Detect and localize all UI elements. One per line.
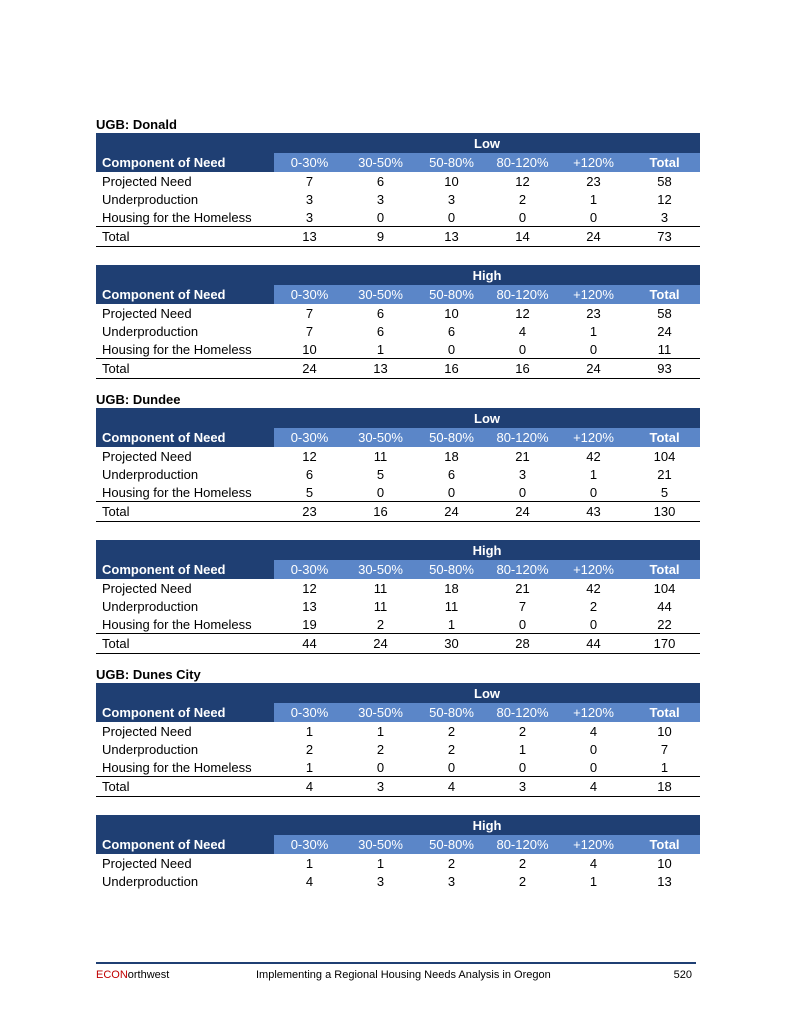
ugb-title: UGB: Donald — [96, 117, 177, 132]
cell-value: 4 — [558, 777, 629, 797]
cell-value: 1 — [589, 466, 598, 482]
table-row — [96, 304, 700, 322]
cell-value: 4 — [589, 723, 598, 739]
cell-value: 1 — [345, 340, 416, 359]
cell-value: 1 — [416, 615, 487, 634]
column-header: 0-30% — [274, 560, 345, 579]
cell-value: 6 — [376, 173, 385, 189]
cell-value: 10 — [657, 855, 672, 871]
cell-value: 1 — [589, 191, 598, 207]
cell-value: 3 — [376, 873, 385, 889]
row-label: Housing for the Homeless — [96, 340, 274, 359]
cell-value: 9 — [345, 227, 416, 247]
cell-value: 104 — [653, 448, 676, 464]
table-row — [96, 758, 700, 777]
cell-value: 4 — [305, 873, 314, 889]
column-header: 0-30% — [274, 703, 345, 722]
page-footer — [96, 962, 696, 982]
cell-value: 0 — [487, 483, 558, 502]
cell-value: 10 — [444, 305, 459, 321]
row-label: Total — [96, 227, 274, 247]
column-header: 30-50% — [345, 560, 416, 579]
cell-value: 58 — [657, 305, 672, 321]
cell-value: 14 — [487, 227, 558, 247]
cell-value: 13 — [302, 598, 317, 614]
column-header: 80-120% — [487, 835, 558, 854]
cell-value: 28 — [487, 634, 558, 654]
cell-value: 21 — [515, 448, 530, 464]
cell-value: 18 — [444, 448, 459, 464]
cell-value: 24 — [657, 323, 672, 339]
cell-value: 11 — [629, 340, 700, 359]
cell-value: 5 — [274, 483, 345, 502]
cell-value: 11 — [373, 448, 388, 464]
cell-value: 2 — [518, 855, 527, 871]
cell-value: 24 — [274, 359, 345, 379]
row-label: Total — [96, 777, 274, 797]
column-header: 30-50% — [345, 835, 416, 854]
cell-value: 22 — [629, 615, 700, 634]
cell-value: 0 — [558, 340, 629, 359]
column-header: Total — [629, 703, 700, 722]
cell-value: 13 — [274, 227, 345, 247]
need-table-low — [96, 408, 700, 522]
cell-value: 2 — [589, 598, 598, 614]
cell-value: 19 — [274, 615, 345, 634]
row-label: Underproduction — [102, 741, 199, 757]
cell-value: 43 — [558, 502, 629, 522]
cell-value: 1 — [274, 758, 345, 777]
table-row — [96, 579, 700, 597]
cell-value: 16 — [416, 359, 487, 379]
column-header: Total — [629, 560, 700, 579]
cell-value: 44 — [558, 634, 629, 654]
column-header: Total — [629, 153, 700, 172]
cell-value: 7 — [518, 598, 527, 614]
cell-value: 5 — [376, 466, 385, 482]
cell-value: 1 — [589, 873, 598, 889]
row-label: Projected Need — [102, 448, 192, 464]
cell-value: 18 — [444, 580, 459, 596]
cell-value: 21 — [515, 580, 530, 596]
cell-value: 13 — [345, 359, 416, 379]
cell-value: 0 — [345, 758, 416, 777]
scenario-label: High — [274, 540, 700, 560]
cell-value: 2 — [518, 191, 527, 207]
cell-value: 3 — [305, 191, 314, 207]
table-row — [96, 615, 700, 634]
page-number: 520 — [673, 969, 692, 981]
cell-value: 7 — [305, 173, 314, 189]
cell-value: 1 — [376, 855, 385, 871]
row-label: Underproduction — [102, 598, 199, 614]
cell-value: 24 — [416, 502, 487, 522]
column-header: 0-30% — [274, 153, 345, 172]
cell-value: 16 — [345, 502, 416, 522]
column-header: 50-80% — [416, 285, 487, 304]
cell-value: 30 — [416, 634, 487, 654]
cell-value: 1 — [518, 741, 527, 757]
cell-value: 104 — [653, 580, 676, 596]
total-row — [96, 227, 700, 247]
cell-value: 12 — [515, 305, 530, 321]
row-label: Underproduction — [102, 191, 199, 207]
column-header: +120% — [558, 285, 629, 304]
row-label: Underproduction — [102, 466, 199, 482]
cell-value: 0 — [558, 483, 629, 502]
cell-value: 24 — [558, 359, 629, 379]
row-label: Housing for the Homeless — [96, 483, 274, 502]
table-row — [96, 854, 700, 872]
table-row — [96, 447, 700, 465]
column-header: Component of Need — [96, 285, 274, 304]
cell-value: 23 — [274, 502, 345, 522]
need-table-high — [96, 265, 700, 379]
scenario-label: High — [274, 815, 700, 835]
column-header: 30-50% — [345, 703, 416, 722]
cell-value: 11 — [444, 598, 459, 614]
footer-title: Implementing a Regional Housing Needs Analysis in Oregon — [256, 969, 551, 981]
column-header: 0-30% — [274, 835, 345, 854]
column-header: 80-120% — [487, 703, 558, 722]
column-header: 80-120% — [487, 285, 558, 304]
ugb-title: UGB: Dunes City — [96, 667, 201, 682]
column-header: 50-80% — [416, 703, 487, 722]
column-header: 0-30% — [274, 428, 345, 447]
cell-value: 4 — [416, 777, 487, 797]
cell-value: 3 — [376, 191, 385, 207]
cell-value: 2 — [305, 741, 314, 757]
cell-value: 18 — [629, 777, 700, 797]
table-row — [96, 872, 700, 890]
cell-value: 2 — [447, 855, 456, 871]
cell-value: 0 — [558, 758, 629, 777]
scenario-label: Low — [274, 683, 700, 703]
cell-value: 1 — [305, 855, 314, 871]
column-header: 30-50% — [345, 285, 416, 304]
cell-value: 0 — [416, 483, 487, 502]
table-row — [96, 483, 700, 502]
cell-value: 12 — [515, 173, 530, 189]
column-header: 80-120% — [487, 153, 558, 172]
cell-value: 2 — [345, 615, 416, 634]
row-label: Housing for the Homeless — [96, 758, 274, 777]
cell-value: 4 — [589, 855, 598, 871]
cell-value: 1 — [376, 723, 385, 739]
cell-value: 6 — [376, 305, 385, 321]
column-header: Component of Need — [96, 428, 274, 447]
cell-value: 0 — [558, 208, 629, 227]
row-label: Total — [96, 502, 274, 522]
cell-value: 3 — [518, 466, 527, 482]
column-header: +120% — [558, 835, 629, 854]
cell-value: 6 — [447, 466, 456, 482]
cell-value: 23 — [586, 305, 601, 321]
table-row — [96, 465, 700, 483]
cell-value: 4 — [518, 323, 527, 339]
row-label: Projected Need — [102, 723, 192, 739]
row-label: Housing for the Homeless — [96, 615, 274, 634]
row-label: Projected Need — [102, 305, 192, 321]
cell-value: 12 — [302, 448, 317, 464]
cell-value: 0 — [589, 741, 598, 757]
cell-value: 1 — [305, 723, 314, 739]
column-header: Total — [629, 285, 700, 304]
cell-value: 2 — [447, 723, 456, 739]
cell-value: 6 — [376, 323, 385, 339]
row-label: Underproduction — [102, 873, 199, 889]
cell-value: 1 — [589, 323, 598, 339]
ugb-title: UGB: Dundee — [96, 392, 181, 407]
row-label: Housing for the Homeless — [96, 208, 274, 227]
column-header: 50-80% — [416, 428, 487, 447]
column-header: Component of Need — [96, 153, 274, 172]
table-row — [96, 190, 700, 208]
scenario-label: High — [274, 265, 700, 285]
table-row — [96, 740, 700, 758]
row-label: Projected Need — [102, 855, 192, 871]
total-row — [96, 502, 700, 522]
column-header: Component of Need — [96, 703, 274, 722]
cell-value: 4 — [274, 777, 345, 797]
cell-value: 6 — [305, 466, 314, 482]
cell-value: 16 — [487, 359, 558, 379]
cell-value: 12 — [302, 580, 317, 596]
report-content — [96, 116, 700, 908]
cell-value: 0 — [345, 483, 416, 502]
cell-value: 23 — [586, 173, 601, 189]
column-header: 50-80% — [416, 835, 487, 854]
cell-value: 7 — [305, 323, 314, 339]
cell-value: 21 — [657, 466, 672, 482]
cell-value: 10 — [274, 340, 345, 359]
cell-value: 7 — [305, 305, 314, 321]
row-label: Total — [96, 359, 274, 379]
cell-value: 24 — [558, 227, 629, 247]
cell-value: 93 — [629, 359, 700, 379]
total-row — [96, 359, 700, 379]
cell-value: 2 — [447, 741, 456, 757]
cell-value: 11 — [373, 598, 388, 614]
column-header: 0-30% — [274, 285, 345, 304]
cell-value: 12 — [657, 191, 672, 207]
cell-value: 130 — [629, 502, 700, 522]
cell-value: 44 — [274, 634, 345, 654]
row-label: Projected Need — [102, 580, 192, 596]
table-row — [96, 322, 700, 340]
table-row — [96, 597, 700, 615]
cell-value: 24 — [487, 502, 558, 522]
cell-value: 0 — [487, 340, 558, 359]
cell-value: 0 — [416, 758, 487, 777]
cell-value: 3 — [274, 208, 345, 227]
cell-value: 42 — [586, 448, 601, 464]
column-header: Total — [629, 835, 700, 854]
column-header: 80-120% — [487, 428, 558, 447]
cell-value: 5 — [629, 483, 700, 502]
table-row — [96, 340, 700, 359]
column-header: 50-80% — [416, 153, 487, 172]
column-header: 30-50% — [345, 428, 416, 447]
column-header: 30-50% — [345, 153, 416, 172]
cell-value: 2 — [376, 741, 385, 757]
cell-value: 24 — [345, 634, 416, 654]
cell-value: 1 — [629, 758, 700, 777]
column-header: +120% — [558, 560, 629, 579]
column-header: Component of Need — [96, 835, 274, 854]
column-header: 80-120% — [487, 560, 558, 579]
cell-value: 10 — [444, 173, 459, 189]
cell-value: 0 — [416, 340, 487, 359]
need-table-high — [96, 540, 700, 654]
cell-value: 13 — [416, 227, 487, 247]
need-table-low — [96, 683, 700, 797]
need-table-low — [96, 133, 700, 247]
column-header: +120% — [558, 153, 629, 172]
cell-value: 0 — [558, 615, 629, 634]
scenario-label: Low — [274, 408, 700, 428]
total-row — [96, 777, 700, 797]
cell-value: 170 — [629, 634, 700, 654]
cell-value: 3 — [447, 191, 456, 207]
cell-value: 0 — [487, 615, 558, 634]
column-header: Component of Need — [96, 560, 274, 579]
table-row — [96, 208, 700, 227]
cell-value: 13 — [657, 873, 672, 889]
cell-value: 44 — [657, 598, 672, 614]
cell-value: 3 — [345, 777, 416, 797]
cell-value: 0 — [487, 758, 558, 777]
footer-brand: ECONorthwest — [96, 969, 170, 981]
column-header: Total — [629, 428, 700, 447]
cell-value: 0 — [487, 208, 558, 227]
column-header: +120% — [558, 428, 629, 447]
cell-value: 42 — [586, 580, 601, 596]
table-row — [96, 172, 700, 190]
row-label: Projected Need — [102, 173, 192, 189]
cell-value: 11 — [373, 580, 388, 596]
scenario-label: Low — [274, 133, 700, 153]
cell-value: 2 — [518, 723, 527, 739]
cell-value: 3 — [447, 873, 456, 889]
cell-value: 10 — [657, 723, 672, 739]
table-row — [96, 722, 700, 740]
cell-value: 3 — [629, 208, 700, 227]
cell-value: 0 — [345, 208, 416, 227]
cell-value: 0 — [416, 208, 487, 227]
need-table-high — [96, 815, 700, 890]
cell-value: 2 — [518, 873, 527, 889]
cell-value: 73 — [629, 227, 700, 247]
cell-value: 58 — [657, 173, 672, 189]
row-label: Underproduction — [102, 323, 199, 339]
cell-value: 6 — [447, 323, 456, 339]
column-header: 50-80% — [416, 560, 487, 579]
cell-value: 7 — [660, 741, 669, 757]
column-header: +120% — [558, 703, 629, 722]
total-row — [96, 634, 700, 654]
row-label: Total — [96, 634, 274, 654]
cell-value: 3 — [487, 777, 558, 797]
